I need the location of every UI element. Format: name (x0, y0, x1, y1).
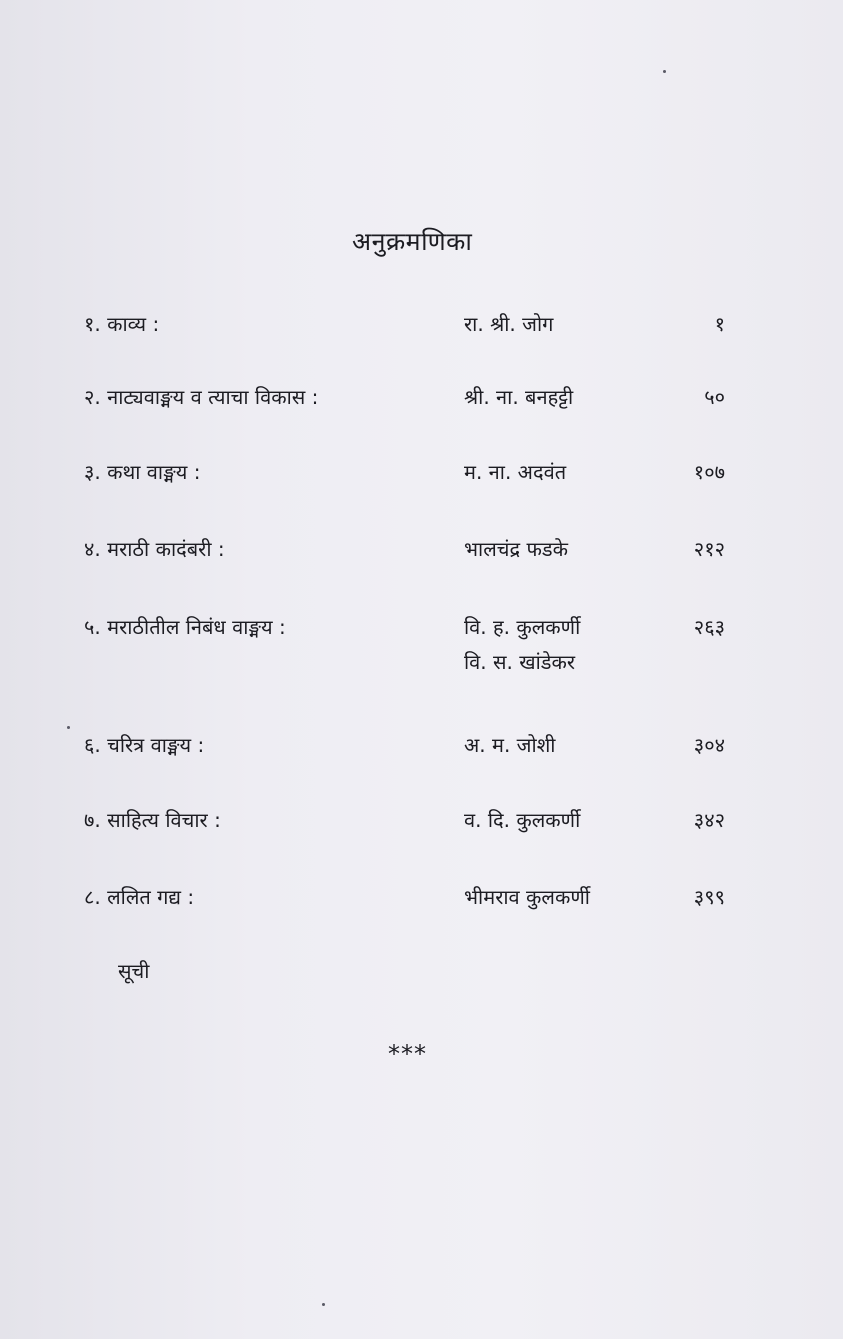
paper-speck (67, 726, 70, 729)
chapter-author: श्री. ना. बनहट्टी (464, 385, 574, 409)
toc-entry (0, 535, 843, 569)
chapter-title: ८. ललित गद्य : (84, 885, 195, 909)
chapter-page-number: ३९९ (693, 885, 725, 909)
toc-entry (0, 613, 843, 683)
chapter-page-number: १०७ (693, 460, 725, 484)
toc-entry (0, 806, 843, 840)
chapter-coauthor: वि. स. खांडेकर (464, 650, 576, 674)
toc-entry (0, 458, 843, 492)
chapter-title: १. काव्य : (84, 312, 160, 336)
toc-entry (0, 310, 843, 344)
chapter-author: वि. ह. कुलकर्णी (464, 615, 581, 639)
chapter-title: २. नाट्यवाङ्मय व त्याचा विकास : (84, 385, 319, 409)
chapter-author: भीमराव कुलकर्णी (464, 885, 590, 909)
index-label: सूची (118, 959, 150, 983)
chapter-page-number: ३०४ (693, 733, 725, 757)
toc-entry (0, 883, 843, 917)
chapter-page-number: ५० (704, 385, 725, 409)
chapter-author: म. ना. अदवंत (464, 460, 567, 484)
chapter-author: भालचंद्र फडके (464, 537, 568, 561)
chapter-title: ७. साहित्य विचार : (84, 808, 221, 832)
chapter-title: ५. मराठीतील निबंध वाङ्मय : (84, 615, 286, 639)
chapter-title: ४. मराठी कादंबरी : (84, 537, 225, 561)
chapter-page-number: ३४२ (693, 808, 725, 832)
chapter-page-number: १ (714, 312, 725, 336)
chapter-page-number: २१२ (693, 537, 725, 561)
chapter-author: अ. म. जोशी (464, 733, 556, 757)
chapter-title: ६. चरित्र वाङ्मय : (84, 733, 205, 757)
section-separator: *** (388, 1040, 427, 1068)
paper-speck (322, 1303, 325, 1306)
chapter-title: ३. कथा वाङ्मय : (84, 460, 201, 484)
page-title: अनुक्रमणिका (352, 227, 473, 256)
chapter-author: रा. श्री. जोग (464, 312, 554, 336)
toc-entry (0, 731, 843, 765)
toc-entry (0, 383, 843, 417)
chapter-page-number: २६३ (693, 615, 725, 639)
chapter-author: व. दि. कुलकर्णी (464, 808, 581, 832)
paper-speck (663, 70, 666, 73)
